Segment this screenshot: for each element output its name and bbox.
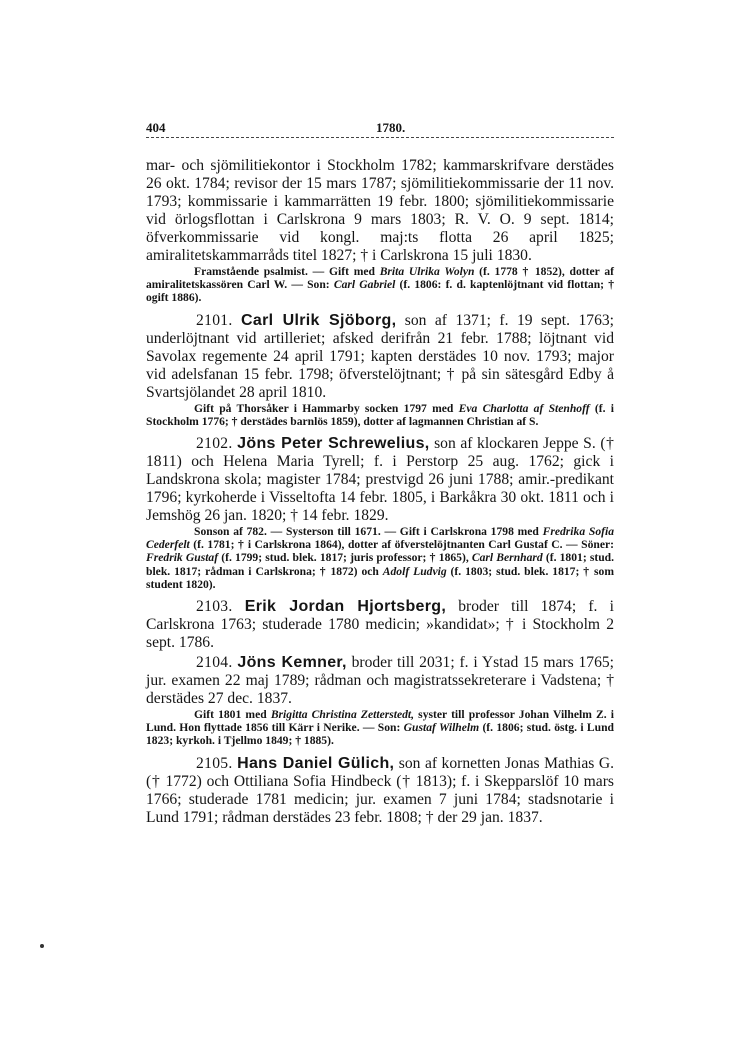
entry-number: 2101. xyxy=(196,311,233,329)
page-body xyxy=(146,157,614,829)
note-text: (f. 1799; stud. blek. 1817; juris professor; † 1865), xyxy=(218,551,472,565)
child-name: Carl Gabriel xyxy=(333,278,396,292)
continuation-text: mar- och sjömilitiekontor i Stockholm 1782; kammarskrifvare derstädes 26 okt. 1784; revisor der 15 mars 1787; sjömilitiekommissarie der 11 nov. 1793; kommissarie i kammarrätten 19 febr. 1800; sjömilitiekommissarie vid örlogsflottan i Carlskrona 9 mars 1803; R. V. O. 9 sept. 1814; öfverkommissarie vid kongl. maj:ts flotta 26 april 1825; amiralitetskammarråds titel 1827; † i Carlskrona 15 juli 1830. xyxy=(146,157,614,264)
entry-note xyxy=(146,708,614,748)
note-text: Gift 1801 med xyxy=(194,708,271,722)
entry-number: 2105. xyxy=(196,754,233,772)
entry-text xyxy=(146,312,614,402)
entry-name: Jöns Peter Schrewelius, xyxy=(237,435,430,453)
entry-number: 2104. xyxy=(196,654,233,672)
note-text: (f. 1806; stud. östg. i Lund 1823; kyrkoh. i Tjellmo 1849; † 1885). xyxy=(146,721,614,748)
spouse-name: Brita Ulrika Wolyn xyxy=(379,265,475,278)
entry-bio: son af kornetten Jonas Mathias G. († 1772) och Ottiliana Sofia Hindbeck († 1813); f. i Skepparslöf 10 mars 1766; studerade 1781 medicin; jur. examen 7 juni 1784; stadsnotarie i Lund 1791; rådman derstädes 23 febr. 1808; † der 29 jan. 1837. xyxy=(146,754,615,826)
child-name: Fredrik Gustaf xyxy=(146,551,219,565)
child-name: Gustaf Wilhelm xyxy=(403,721,480,735)
entry-name: Carl Ulrik Sjöborg, xyxy=(241,311,397,329)
note-text: (f. 1781; † i Carlskrona 1864), dotter af öfverstelöjtnanten Carl Gustaf C. — Söner: xyxy=(189,538,614,552)
note-text: (f. 1778 † 1852), dotter af amiralitetskassören Carl W. — Son: xyxy=(146,265,614,292)
spouse-name: Brigitta Christina Zetterstedt, xyxy=(270,708,415,722)
spouse-name: Fredrika Sofia Cederfelt xyxy=(146,525,614,552)
entry-2101 xyxy=(146,312,614,428)
child-name: Adolf Ludvig xyxy=(382,564,447,578)
entry-2105 xyxy=(146,755,614,827)
note-text: (f. 1801; stud. blek. 1817; rådman i Carlskrona; † 1872) och xyxy=(146,551,615,578)
entry-number: 2103. xyxy=(196,598,233,616)
note-text: Framstående psalmist. — Gift med xyxy=(194,265,380,278)
entry-bio: broder till 1874; f. i Carlskrona 1763; studerade 1780 medicin; »kandidat»; † i Stockholm 2 sept. 1786. xyxy=(146,598,614,652)
margin-dot xyxy=(40,944,44,948)
note-text: (f. i Stockholm 1776; † derstädes barnlös 1859), dotter af lagmannen Christian af S. xyxy=(146,401,615,428)
entry-bio: broder till 2031; f. i Ystad 15 mars 1765; jur. examen 22 maj 1789; rådman och magistratssekreterare i Vadstena; † derstädes 27 dec. 1837. xyxy=(146,654,614,708)
entry-bio: son af 1371; f. 19 sept. 1763; underlöjtnant vid artilleriet; afsked derifrån 21 febr. 1788; löjtnant vid Savolax regemente 24 april 1791; kapten derstädes 10 nov. 1793; major vid adelsfanan 15 febr. 1798; öfverstelöjtnant; † på sin sätesgård Edby å Svartsjölandet 28 april 1810. xyxy=(146,311,614,401)
note-text: Sonson af 782. — Systerson till 1671. — Gift i Carlskrona 1798 med xyxy=(194,525,543,539)
entry-name: Jöns Kemner, xyxy=(237,654,347,672)
entry-2103 xyxy=(146,598,614,652)
entry-2104 xyxy=(146,654,614,748)
note-text: (f. 1803; stud. blek. 1817; † som student 1820). xyxy=(146,564,614,591)
continuation-note xyxy=(146,265,614,305)
child-name: Carl Bernhard xyxy=(471,551,543,565)
note-text: (f. 1806: f. d. kaptenlöjtnant vid flottan; † ogift 1886). xyxy=(146,278,614,305)
entry-2102 xyxy=(146,435,614,591)
entry-note xyxy=(146,525,614,591)
header-rule xyxy=(146,137,614,138)
entry-name: Hans Daniel Gülich, xyxy=(237,754,395,772)
entry-bio: son af klockaren Jeppe S. († 1811) och Helena Maria Tyrell; f. i Perstorp 25 aug. 1762; gick i Landskrona skola; magister 1784; prestvigd 26 juni 1788; amir.-predikant 1796; kyrkoherde i Visseltofta 14 febr. 1805, i Barkåkra 30 okt. 1811 och i Jemshög 26 jan. 1820; † 14 febr. 1829. xyxy=(146,435,614,525)
note-text: syster till professor Johan Vilhelm Z. i Lund. Hon flyttade 1856 till Kärr i Nerike. — Son: xyxy=(146,708,614,735)
entry-number: 2102. xyxy=(196,435,233,453)
entry-note xyxy=(146,402,614,428)
running-year: 1780. xyxy=(376,120,406,135)
entry-text xyxy=(146,654,614,708)
page-number: 404 xyxy=(146,120,166,135)
entry-text xyxy=(146,598,614,652)
entry-text xyxy=(146,435,614,525)
entry-text xyxy=(146,755,614,827)
spouse-name: Eva Charlotta af Stenhoff xyxy=(458,401,590,415)
note-text: Gift på Thorsåker i Hammarby socken 1797 med xyxy=(194,401,459,415)
entry-name: Erik Jordan Hjortsberg, xyxy=(244,598,447,616)
